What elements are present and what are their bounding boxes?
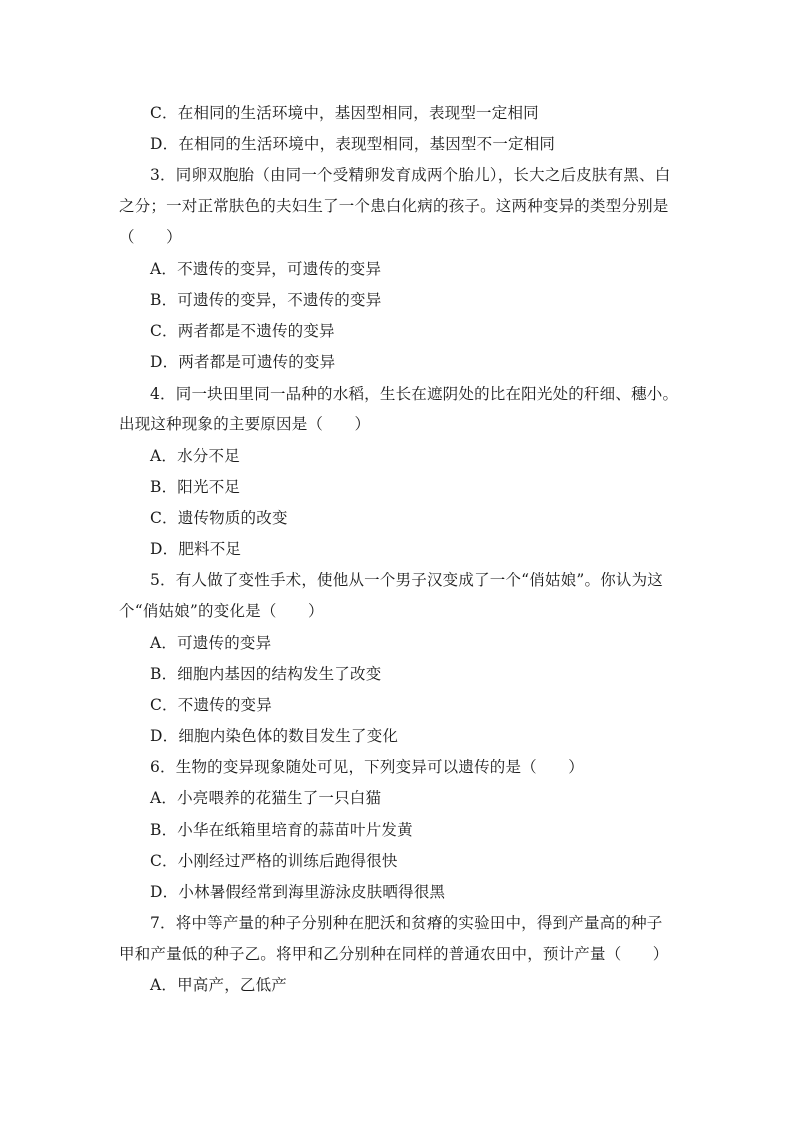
q6-option-c: C．小刚经过严格的训练后跑得很快 xyxy=(150,852,398,870)
question-5-line-1: 5．有人做了变性手术，使他从一个男子汉变成了一个“俏姑娘”。你认为这 xyxy=(150,571,664,589)
question-4-line-1: 4．同一块田里同一品种的水稻，生长在遮阴处的比在阳光处的秆细、穗小。 xyxy=(150,385,679,403)
q6-option-a: A．小亮喂养的花猫生了一只白猫 xyxy=(150,789,382,807)
q5-option-c: C．不遗传的变异 xyxy=(150,696,272,714)
option-c-line: C．在相同的生活环境中，基因型相同，表现型一定相同 xyxy=(150,104,539,122)
q4-option-d: D．肥料不足 xyxy=(150,540,242,558)
q4-option-c: C．遗传物质的改变 xyxy=(150,509,288,527)
option-d-line: D．在相同的生活环境中，表现型相同，基因型不一定相同 xyxy=(150,135,556,153)
q5-option-a: A．可遗传的变异 xyxy=(150,634,272,652)
q3-option-d: D．两者都是可遗传的变异 xyxy=(150,353,336,371)
q7-option-a: A．甲高产，乙低产 xyxy=(150,976,287,994)
q4-option-a: A．水分不足 xyxy=(150,447,240,465)
question-3-line-1: 3．同卵双胞胎（由同一个受精卵发育成两个胎儿），长大之后皮肤有黑、白 xyxy=(150,166,671,184)
q5-option-d: D．细胞内染色体的数目发生了变化 xyxy=(150,727,399,745)
question-3-line-3: （ ） xyxy=(119,228,182,246)
question-7-line-1: 7．将中等产量的种子分别种在肥沃和贫瘠的实验田中，得到产量高的种子 xyxy=(150,914,663,932)
question-3-line-2: 之分；一对正常肤色的夫妇生了一个患白化病的孩子。这两种变异的类型分别是 xyxy=(119,197,669,215)
q3-option-c: C．两者都是不遗传的变异 xyxy=(150,322,335,340)
q5-option-b: B．细胞内基因的结构发生了改变 xyxy=(150,665,382,683)
q6-option-d: D．小林暑假经常到海里游泳皮肤晒得很黑 xyxy=(150,883,446,901)
q3-option-b: B．可遗传的变异，不遗传的变异 xyxy=(150,291,382,309)
question-6-line-1: 6．生物的变异现象随处可见，下列变异可以遗传的是（ ） xyxy=(150,758,584,776)
q6-option-b: B．小华在纸箱里培育的蒜苗叶片发黄 xyxy=(150,821,413,839)
question-7-line-2: 甲和产量低的种子乙。将甲和乙分别种在同样的普通农田中，预计产量（ ） xyxy=(119,945,669,963)
question-5-line-2: 个“俏姑娘”的变化是（ ） xyxy=(119,602,324,620)
question-4-line-2: 出现这种现象的主要原因是（ ） xyxy=(119,415,371,433)
q3-option-a: A．不遗传的变异，可遗传的变异 xyxy=(150,260,382,278)
q4-option-b: B．阳光不足 xyxy=(150,478,241,496)
